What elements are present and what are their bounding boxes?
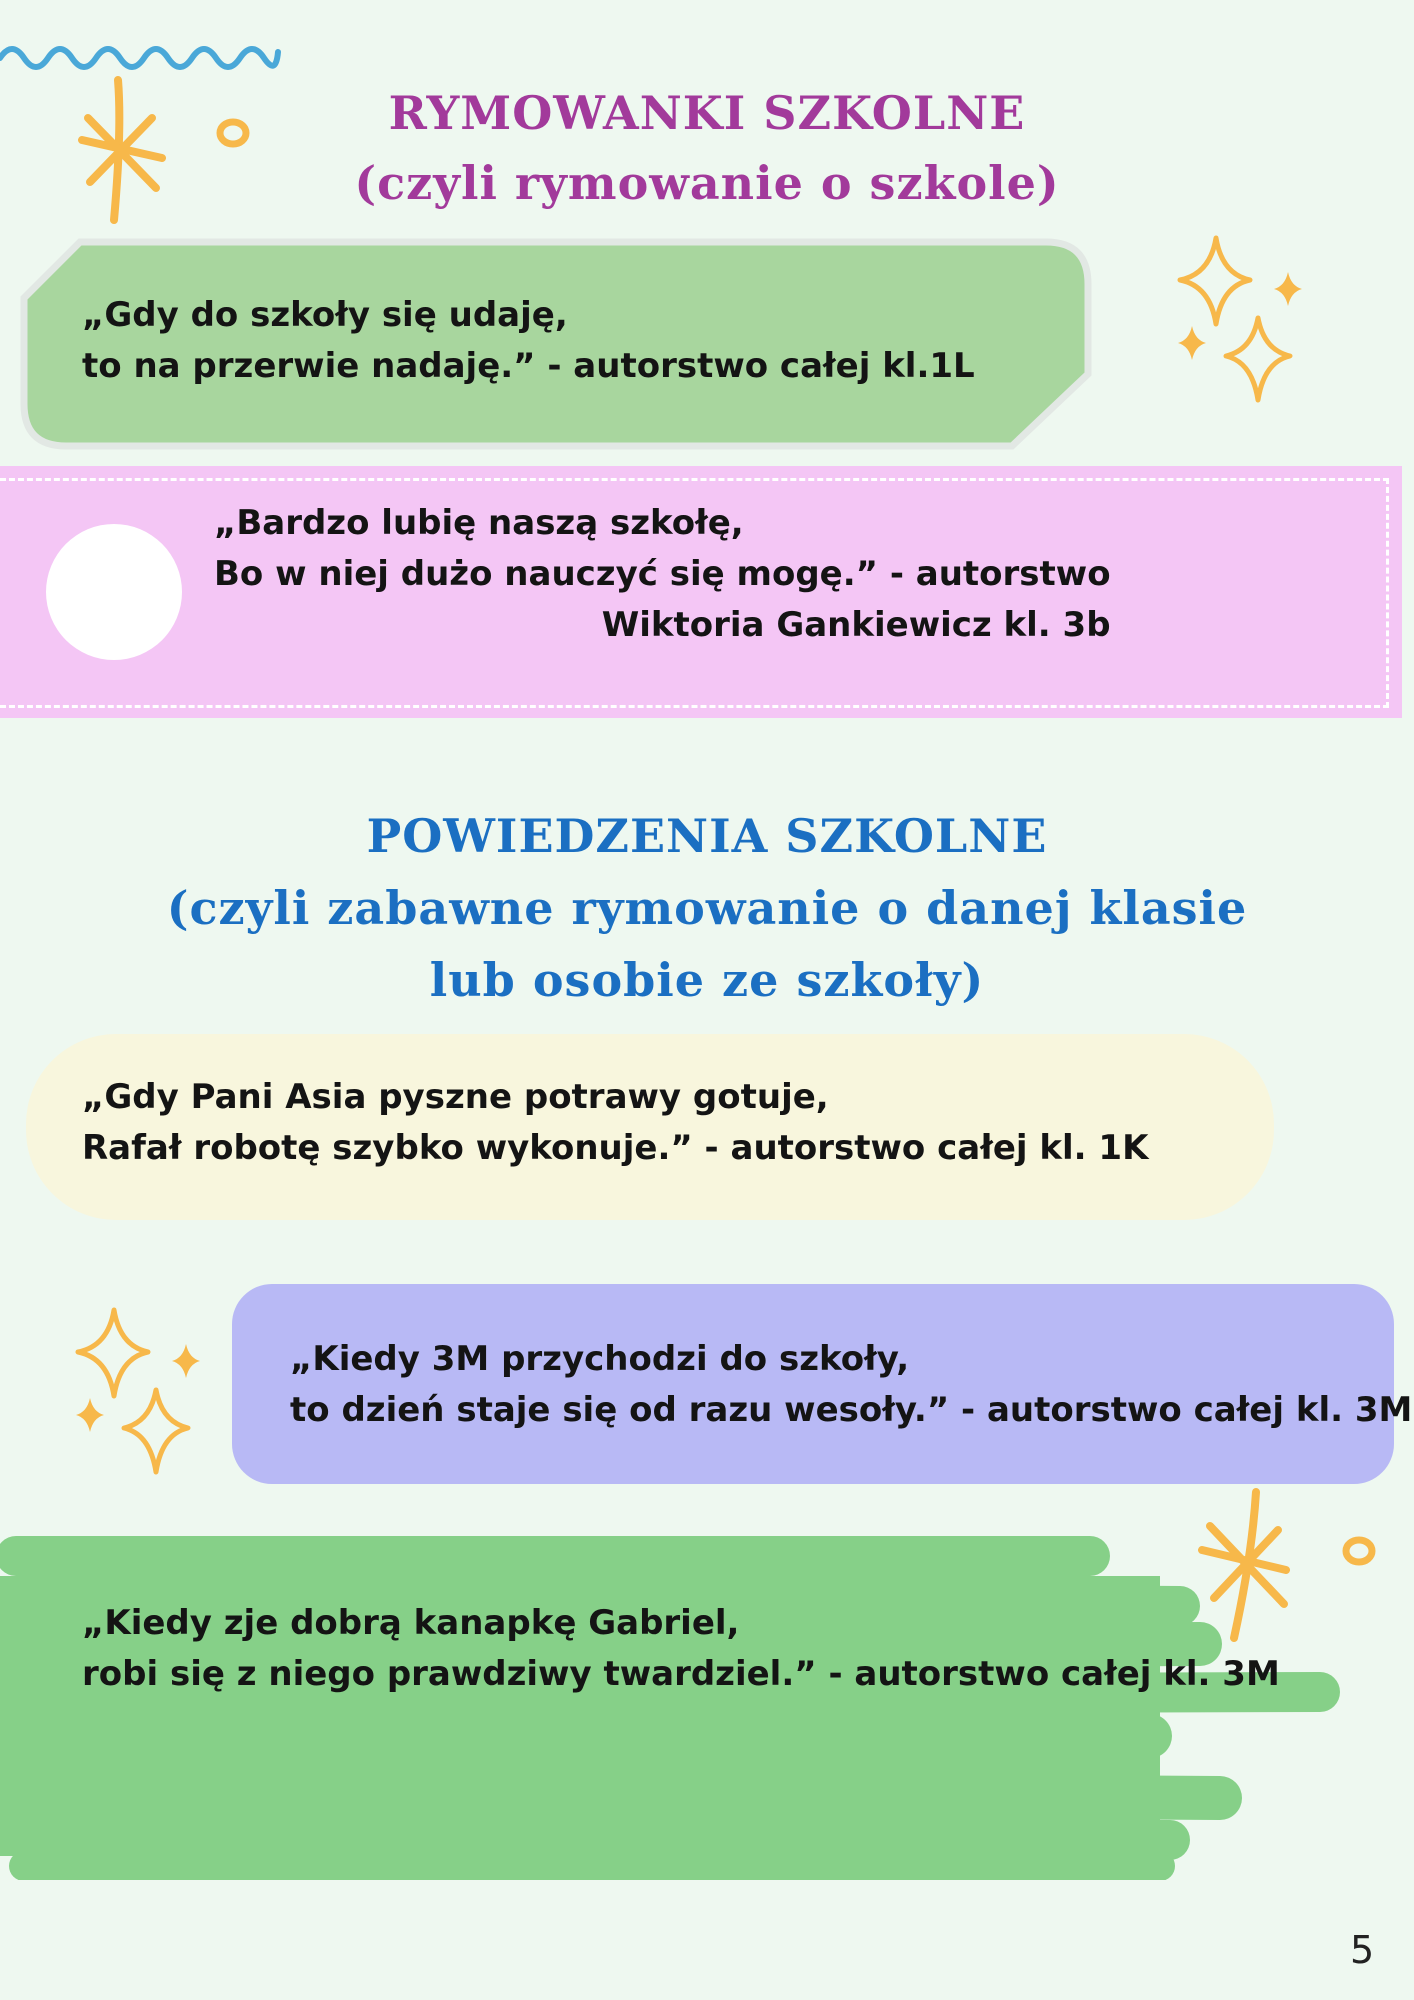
section-title-line: POWIEDZENIA SZKOLNE bbox=[366, 809, 1048, 863]
saying-quote-2 bbox=[290, 1334, 1412, 1436]
rhyme-2-line-2: Bo w niej dużo nauczyć się mogę.” - autorstwo bbox=[214, 554, 1111, 594]
rhyme-2-line-3: Wiktoria Gankiewicz kl. 3b bbox=[601, 605, 1111, 645]
saying-2-line-1: „Kiedy 3M przychodzi do szkoły, bbox=[290, 1339, 910, 1379]
rhyme-2-line-1: „Bardzo lubię naszą szkołę, bbox=[214, 503, 744, 543]
sparkle-icon bbox=[1170, 232, 1310, 412]
rhyme-quote-1 bbox=[82, 290, 975, 392]
saying-3-line-2: robi się z niego prawdziwy twardziel.” - autorstwo całej kl. 3M bbox=[82, 1654, 1280, 1694]
section-subtitle-line-2: lub osobie ze szkoły) bbox=[429, 953, 985, 1007]
section-subtitle-line: (czyli rymowanie o szkole) bbox=[354, 156, 1060, 210]
green-brush-strokes bbox=[0, 1520, 1360, 1880]
saying-1-line-1: „Gdy Pani Asia pyszne potrawy gotuje, bbox=[82, 1077, 829, 1117]
saying-3-line-1: „Kiedy zje dobrą kanapkę Gabriel, bbox=[82, 1603, 740, 1643]
section-title-powiedzenia bbox=[0, 800, 1414, 1016]
section-title-line: RYMOWANKI SZKOLNE bbox=[388, 86, 1026, 140]
saying-2-line-2: to dzień staje się od razu wesoły.” - autorstwo całej kl. 3M bbox=[290, 1390, 1413, 1430]
rhyme-quote-2 bbox=[214, 498, 1111, 651]
circle-icon bbox=[1338, 1530, 1380, 1572]
page-number: 5 bbox=[1350, 1928, 1375, 1972]
section-title-rymowanki bbox=[0, 78, 1414, 218]
rhyme-1-line-2: to na przerwie nadaję.” - autorstwo całej kl.1L bbox=[82, 346, 975, 386]
sparkle-icon bbox=[68, 1304, 208, 1484]
section-subtitle-line-1: (czyli zabawne rymowanie o danej klasie bbox=[166, 881, 1248, 935]
saying-quote-3 bbox=[82, 1598, 1280, 1700]
burst-icon bbox=[1194, 1486, 1304, 1646]
saying-quote-1 bbox=[82, 1072, 1148, 1174]
rhyme-1-line-1: „Gdy do szkoły się udaję, bbox=[82, 295, 568, 335]
saying-1-line-2: Rafał robotę szybko wykonuje.” - autorstwo całej kl. 1K bbox=[82, 1128, 1149, 1168]
white-circle bbox=[46, 524, 182, 660]
